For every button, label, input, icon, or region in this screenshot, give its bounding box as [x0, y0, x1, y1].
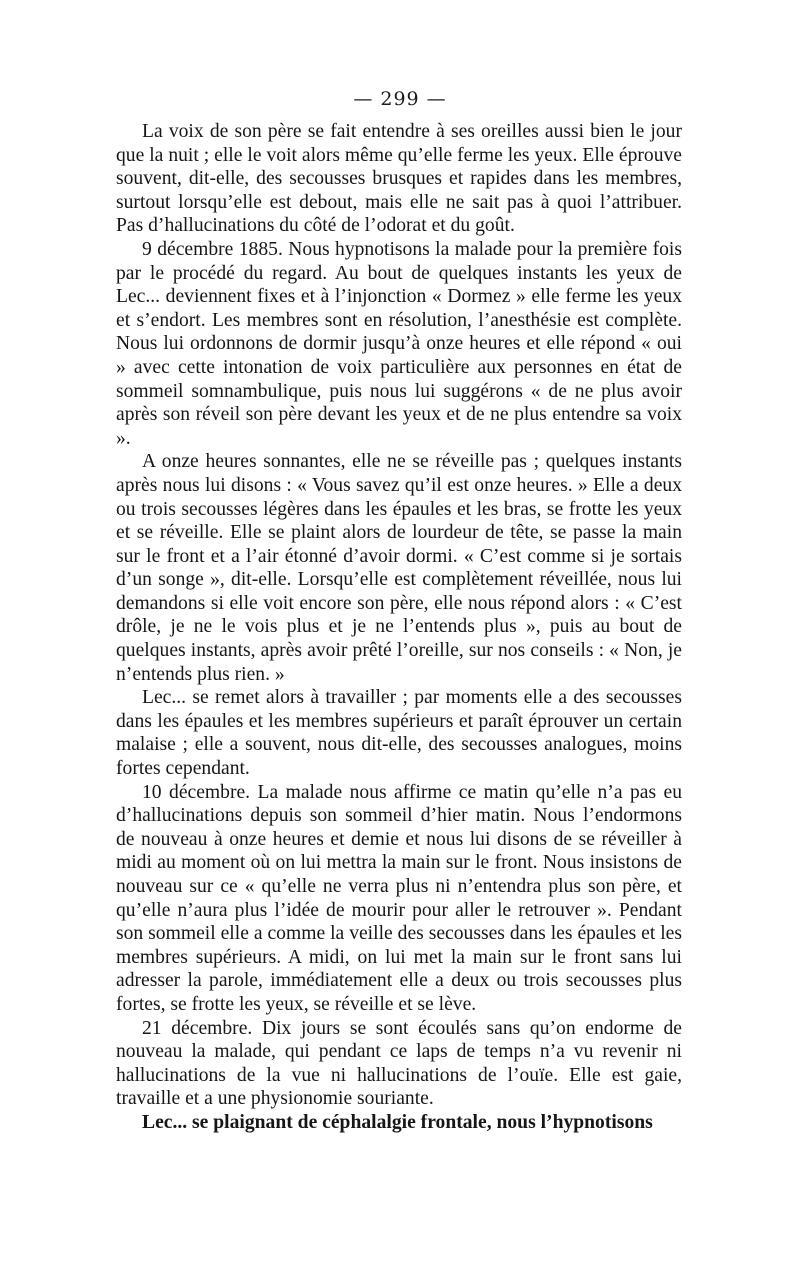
- paragraph: Lec... se plaignant de céphalalgie frontale, nous l’hypnotisons: [142, 1111, 653, 1133]
- paragraph: 21 décembre. Dix jours se sont écoulés sans qu’on endorme de nouveau la malade, qui pendant ce laps de temps n’a vu revenir ni hallucinations de la vue ni hallucinations de l’ouïe. Elle est gaie, travaille et a une physionomie souriante.: [116, 1017, 682, 1110]
- page-number: — 299 —: [353, 88, 447, 110]
- paragraph: Lec... se remet alors à travailler ; par moments elle a des secousses dans les épaules et les membres supérieurs et paraît éprouver un certain malaise ; elle a souvent, nous dit-elle, des secousses analogues, moins fortes cependant.: [116, 687, 682, 780]
- paragraph: A onze heures sonnantes, elle ne se réveille pas ; quelques instants après nous lui disons : « Vous savez qu’il est onze heures. » Elle a deux ou trois secousses légères dans les épaules et les bras, se frotte les yeux et se réveille. Elle se plaint alors de lourdeur de tête, se passe la main sur le front et a l’air étonné d’avoir dormi. « C’est comme si je sortais d’un songe », dit-elle. Lorsqu’elle est complètement réveillée, nous lui demandons si elle voit encore son père, elle nous répond alors : « C’est drôle, je ne le vois plus et je ne l’entends plus », puis au bout de quelques instants, après avoir prêté l’oreille, sur nos conseils : « Non, je n’entends plus rien. »: [116, 451, 682, 685]
- paragraph: La voix de son père se fait entendre à ses oreilles aussi bien le jour que la nuit ; elle le voit alors même qu’elle ferme les yeux. Elle éprouve souvent, dit-elle, des secousses brusques et rapides dans les membres, surtout lorsqu’elle est debout, mais elle ne sait pas à quoi l’attribuer. Pas d’hallucinations du côté de l’odorat et du goût.: [116, 121, 682, 237]
- paragraph: 10 décembre. La malade nous affirme ce matin qu’elle n’a pas eu d’hallucinations depuis son sommeil d’hier matin. Nous l’endormons de nouveau à onze heures et demie et nous lui disons de se réveiller à midi au moment où on lui mettra la main sur le front. Nous insistons de nouveau sur ce « qu’elle ne verra plus ni n’entendra plus son père, et qu’elle n’aura plus l’idée de mourir pour aller le retrouver ». Pendant son sommeil elle a comme la veille des secousses dans les épaules et les membres supérieurs. A midi, on lui met la main sur le front sans lui adresser la parole, immédiatement elle a deux ou trois secousses plus fortes, se frotte les yeux, se réveille et se lève.: [116, 781, 682, 1015]
- page-body-text: [116, 120, 682, 1135]
- paragraph: 9 décembre 1885. Nous hypnotisons la malade pour la première fois par le procédé du regard. Au bout de quelques instants les yeux de Lec... deviennent fixes et à l’injonction « Dormez » elle ferme les yeux et s’endort. Les membres sont en résolution, l’anesthésie est complète. Nous lui ordonnons de dormir jusqu’à onze heures et elle répond « oui » avec cette intonation de voix particulière aux personnes en état de sommeil somnambulique, puis nous lui suggérons « de ne plus avoir après son réveil son père devant les yeux et de ne plus entendre sa voix ».: [116, 238, 682, 449]
